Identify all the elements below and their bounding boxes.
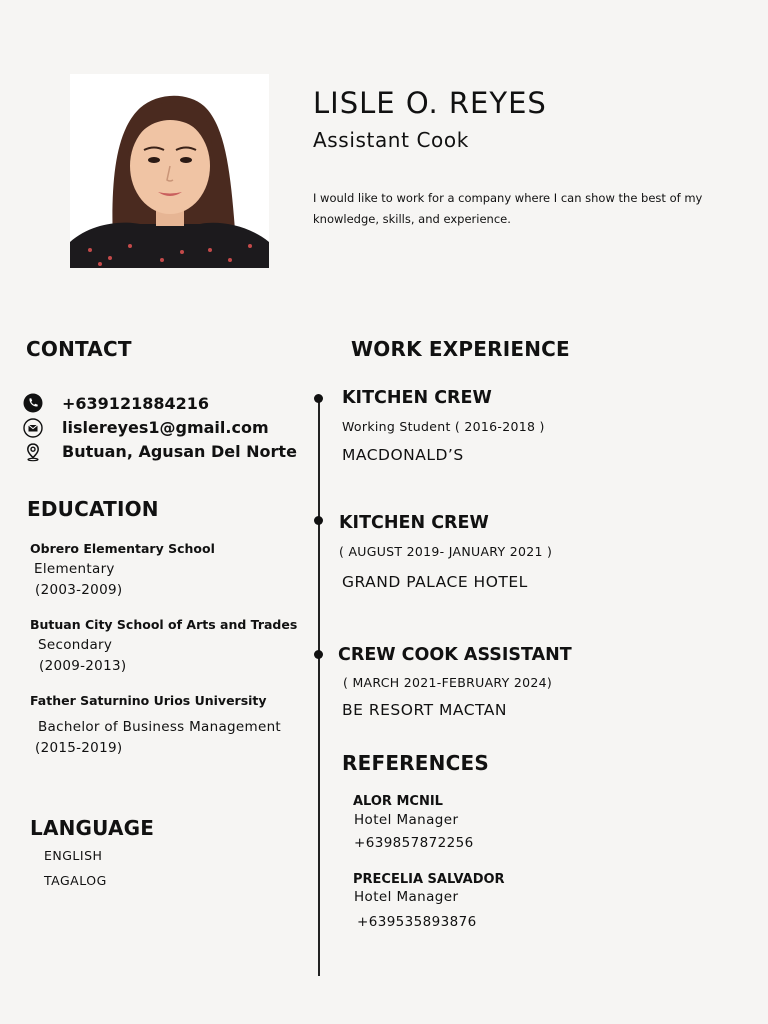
education-level: Secondary — [38, 637, 113, 653]
references-heading: REFERENCES — [342, 751, 489, 775]
contact-email: lislereyes1@gmail.com — [62, 418, 269, 437]
job-employer: MACDONALD’S — [342, 446, 464, 464]
reference-name: ALOR MCNIL — [353, 794, 443, 809]
job-date: ( AUGUST 2019- JANUARY 2021 ) — [339, 544, 553, 559]
objective-text: I would like to work for a company where I can show the best of my knowledge, skills, and experience. — [313, 191, 703, 226]
candidate-name: LISLE O. REYES — [313, 86, 547, 120]
profile-photo — [70, 74, 269, 268]
education-level: Elementary — [34, 561, 115, 577]
reference-position: Hotel Manager — [354, 812, 459, 828]
contact-phone: +639121884216 — [62, 394, 209, 413]
language-heading: LANGUAGE — [30, 816, 155, 840]
education-level: Bachelor of Business Management — [38, 719, 282, 735]
job-employer: GRAND PALACE HOTEL — [342, 573, 528, 591]
timeline-dot — [314, 394, 323, 403]
language-item: TAGALOG — [44, 873, 107, 888]
reference-phone: +639535893876 — [357, 914, 477, 930]
education-years: (2015-2019) — [35, 740, 123, 756]
reference-position: Hotel Manager — [354, 889, 459, 905]
job-employer: BE RESORT MACTAN — [342, 701, 507, 719]
language-item: ENGLISH — [44, 848, 103, 863]
contact-address: Butuan, Agusan Del Norte — [62, 442, 297, 461]
reference-name: PRECELIA SALVADOR — [353, 872, 505, 887]
timeline-dot — [314, 650, 323, 659]
job-title: KITCHEN CREW — [339, 513, 489, 533]
portrait-image — [70, 74, 269, 268]
reference-phone: +639857872256 — [354, 835, 474, 851]
email-icon — [23, 418, 43, 438]
education-years: (2003-2009) — [35, 582, 123, 598]
timeline-line — [318, 398, 320, 976]
job-title: CREW COOK ASSISTANT — [338, 645, 572, 665]
job-title: KITCHEN CREW — [342, 388, 492, 408]
timeline-dot — [314, 516, 323, 525]
education-years: (2009-2013) — [39, 658, 127, 674]
education-heading: EDUCATION — [27, 497, 159, 521]
education-school: Obrero Elementary School — [30, 541, 215, 556]
education-school: Father Saturnino Urios University — [30, 693, 267, 708]
job-date: Working Student ( 2016-2018 ) — [342, 419, 545, 434]
phone-icon — [23, 393, 43, 413]
work-experience-heading: WORK EXPERIENCE — [351, 337, 570, 361]
education-school: Butuan City School of Arts and Trades — [30, 617, 298, 632]
contact-heading: CONTACT — [26, 337, 132, 361]
location-pin-icon — [23, 442, 43, 462]
job-date: ( MARCH 2021-FEBRUARY 2024) — [343, 675, 553, 690]
job-role: Assistant Cook — [313, 128, 469, 152]
